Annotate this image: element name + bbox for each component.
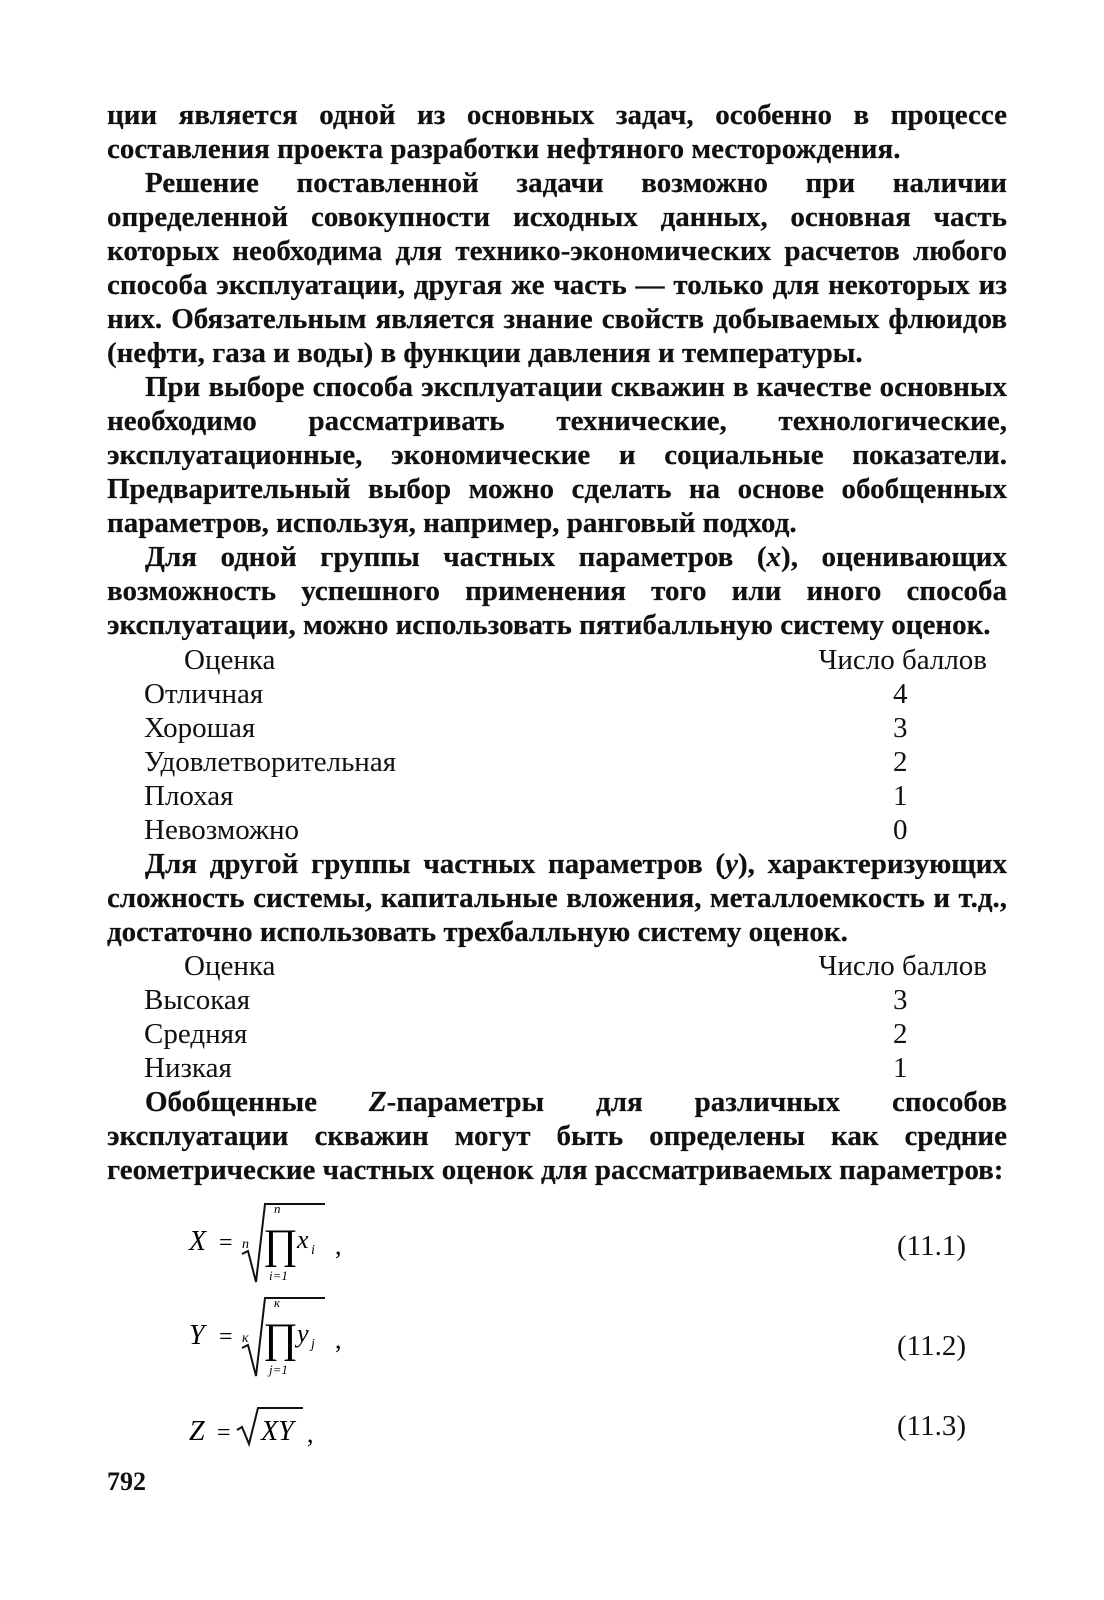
root-index: n	[242, 1237, 249, 1252]
grade-cell: Средняя	[144, 1018, 248, 1050]
formula-11-3	[185, 1400, 365, 1460]
grade-cell: Удовлетворительная	[144, 746, 397, 778]
radicand-xy: XY	[261, 1416, 294, 1447]
paragraph-6-after: -параметры для различных способов эксплуатации скважин могут быть определены как средние геометрические частных оценок для рассматриваемых параметров:	[107, 1086, 1007, 1186]
formula-11-1-svg	[185, 1198, 385, 1288]
paragraph-5-before: Для другой группы частных параметров (	[145, 848, 726, 880]
root-index: к	[242, 1331, 249, 1346]
prod-lower: i=1	[269, 1268, 288, 1283]
comma: ,	[335, 1325, 342, 1354]
paragraph-3: При выборе способа эксплуатации скважин в качестве основных необходимо рассматривать технические, технологические, эксплуатационные, экономические и социальные показатели. Предварительный выбор можно сделать на основе обобщенных параметров, используя, например, ранговый подход.	[107, 371, 1007, 539]
lhs-y: Y	[189, 1320, 205, 1351]
table-row	[107, 813, 987, 847]
header-points: Число баллов	[818, 644, 987, 676]
header-points: Число баллов	[818, 950, 987, 982]
grade-cell: Низкая	[144, 1052, 232, 1084]
grade-cell: Отличная	[144, 678, 264, 710]
points-cell: 2	[893, 746, 908, 778]
paragraph-6-before: Обобщенные	[145, 1086, 369, 1118]
grade-cell: Плохая	[144, 780, 234, 812]
main-text-top	[107, 98, 1007, 642]
lhs-z: Z	[189, 1416, 205, 1447]
grade-cell: Высокая	[144, 984, 251, 1016]
points-cell: 3	[893, 984, 908, 1016]
product-icon: ∏	[263, 1222, 298, 1268]
factor-x: x	[297, 1225, 309, 1254]
points-cell: 2	[893, 1018, 908, 1050]
equals-sign: =	[217, 1420, 231, 1446]
paragraph-4-after: ), оценивающих возможность успешного применения того или иного способа эксплуатации, можно использовать пятибалльную систему оценок.	[107, 541, 1008, 641]
formula-11-2-svg	[185, 1292, 385, 1382]
paragraph-5-after: ), характеризующих сложность системы, капитальные вложения, металлоемкость и т.д., достаточно использовать трехбалльную систему оценок.	[107, 848, 1007, 948]
header-grade: Оценка	[184, 950, 276, 982]
table-row	[107, 677, 987, 711]
paragraph-4-before: Для одной группы частных параметров (	[145, 541, 767, 573]
table-row	[107, 983, 987, 1017]
comma: ,	[335, 1231, 342, 1260]
table-row	[107, 711, 987, 745]
header-grade: Оценка	[184, 644, 276, 676]
prod-lower: j=1	[269, 1362, 288, 1377]
factor-sub-i: i	[311, 1243, 315, 1258]
grade-cell: Невозможно	[144, 814, 300, 846]
prod-upper: n	[274, 1201, 281, 1216]
equals-sign: =	[219, 1324, 233, 1350]
prod-upper: к	[274, 1295, 281, 1310]
product-icon: ∏	[263, 1316, 298, 1362]
points-cell: 0	[893, 814, 908, 846]
lhs-x: X	[189, 1226, 207, 1257]
table-header	[107, 949, 987, 983]
paragraph-2: Решение поставленной задачи возможно при наличии определенной совокупности исходных данных, основная часть которых необходима для технико-экономических расчетов любого способа эксплуатации, другая же часть — только для некоторых из них. Обязательным является знание свойств добываемых флюидов (нефти, газа и воды) в функции давления и температуры.	[107, 167, 1007, 369]
formula-11-3-svg	[185, 1400, 365, 1460]
points-cell: 4	[893, 678, 908, 710]
formula-11-1	[185, 1198, 385, 1288]
paragraph-6	[107, 1085, 1007, 1187]
factor-y: y	[297, 1319, 309, 1348]
equation-number-11-3: (11.3)	[897, 1410, 966, 1442]
var-z: Z	[368, 1086, 387, 1118]
paragraph-4	[107, 540, 1007, 642]
points-cell: 1	[893, 1052, 908, 1084]
paragraph-1: ции является одной из основных задач, особенно в процессе составления проекта разработки нефтяного месторождения.	[107, 99, 1007, 165]
comma: ,	[307, 1419, 314, 1448]
equation-number-11-1: (11.1)	[897, 1230, 966, 1262]
equation-number-11-2: (11.2)	[897, 1330, 966, 1362]
table-row	[107, 1017, 987, 1051]
table-row	[107, 1051, 987, 1085]
grade-cell: Хорошая	[144, 712, 256, 744]
equals-sign: =	[219, 1230, 233, 1256]
main-text-middle	[107, 847, 1007, 949]
var-y: y	[725, 848, 738, 880]
var-x: x	[766, 541, 782, 573]
table-header	[107, 643, 987, 677]
points-cell: 3	[893, 712, 908, 744]
page-number: 792	[107, 1467, 146, 1496]
three-point-scale-table	[107, 949, 987, 1085]
table-row	[107, 779, 987, 813]
formula-11-2	[185, 1292, 385, 1382]
factor-sub-j: j	[311, 1337, 315, 1352]
main-text-bottom	[107, 1085, 1007, 1187]
points-cell: 1	[893, 780, 908, 812]
table-row	[107, 745, 987, 779]
paragraph-5	[107, 847, 1007, 949]
five-point-scale-table	[107, 643, 987, 847]
